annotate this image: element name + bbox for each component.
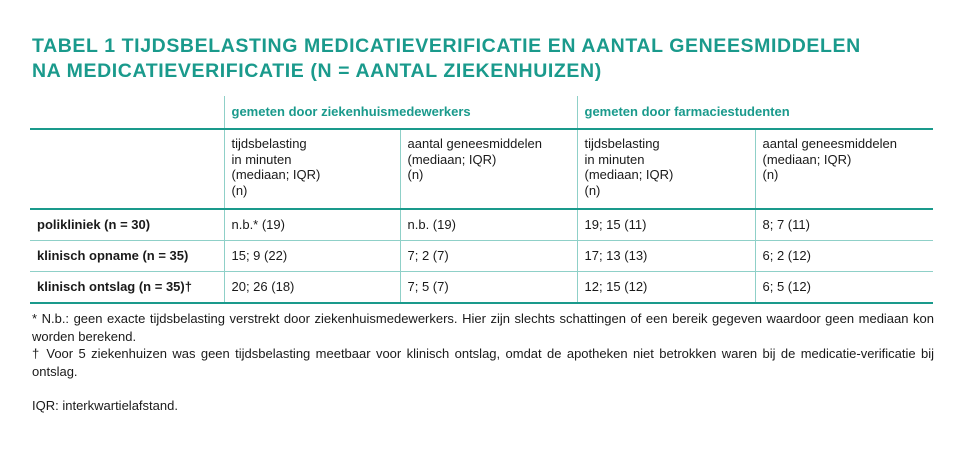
table-cell: 7; 5 (7) <box>400 272 577 304</box>
subheader-corner <box>30 129 224 209</box>
subheader-time-staff: tijdsbelasting in minuten (mediaan; IQR) (n) <box>224 129 400 209</box>
table-cell: 7; 2 (7) <box>400 241 577 272</box>
table-cell: 6; 5 (12) <box>762 279 811 295</box>
group-header-row <box>30 96 933 129</box>
table-cell: 17; 13 (13) <box>577 241 755 272</box>
table-cell: n.b.* (19) <box>224 209 400 241</box>
subheader-row <box>30 129 933 209</box>
subheader-drugs-staff: aantal geneesmiddelen (mediaan; IQR) (n) <box>400 129 577 209</box>
footnote-nb: * N.b.: geen exacte tijdsbelasting verstrekt door ziekenhuismedewerkers. Hier zijn slechts schattingen of een bereik gegeven waardoor geen mediaan kon worden berekend. <box>32 311 934 344</box>
group-header-pharmacy-students: gemeten door farmaciestudenten <box>584 104 790 120</box>
row-label: polikliniek (n = 30) <box>30 209 224 241</box>
table-cell: 12; 15 (12) <box>577 272 755 304</box>
table-cell: 15; 9 (22) <box>224 241 400 272</box>
table-cell: 8; 7 (11) <box>762 217 810 233</box>
table-cell: n.b. (19) <box>400 209 577 241</box>
row-label: klinisch ontslag (n = 35)† <box>30 272 224 304</box>
footnote-iqr: IQR: interkwartielafstand. <box>32 398 178 413</box>
row-label: klinisch opname (n = 35) <box>30 241 224 272</box>
data-table <box>30 96 933 304</box>
table-row <box>30 209 933 241</box>
table-cell: 20; 26 (18) <box>224 272 400 304</box>
table-row <box>30 241 933 272</box>
corner-cell <box>30 96 224 129</box>
subheader-time-students: tijdsbelasting in minuten (mediaan; IQR) (n) <box>577 129 755 209</box>
table-title <box>32 34 942 84</box>
table-cell: 6; 2 (12) <box>762 248 811 264</box>
group-header-hospital-staff: gemeten door ziekenhuismedewerkers <box>224 96 577 129</box>
subheader-drugs-students: aantal geneesmiddelen (mediaan; IQR) (n) <box>762 136 897 182</box>
table-cell: 19; 15 (11) <box>577 209 755 241</box>
footnote-dagger: † Voor 5 ziekenhuizen was geen tijdsbelasting meetbaar voor klinisch ontslag, omdat de apotheken niet betrokken waren bij de medicatie-verificatie bij ontslag. <box>32 346 934 379</box>
table-row <box>30 272 933 304</box>
footnotes <box>32 310 934 415</box>
title-line-1: TABEL 1 TIJDSBELASTING MEDICATIEVERIFICATIE EN AANTAL GENEESMIDDELEN <box>32 35 861 57</box>
title-line-2: NA MEDICATIEVERIFICATIE (N = AANTAL ZIEKENHUIZEN) <box>32 60 602 82</box>
